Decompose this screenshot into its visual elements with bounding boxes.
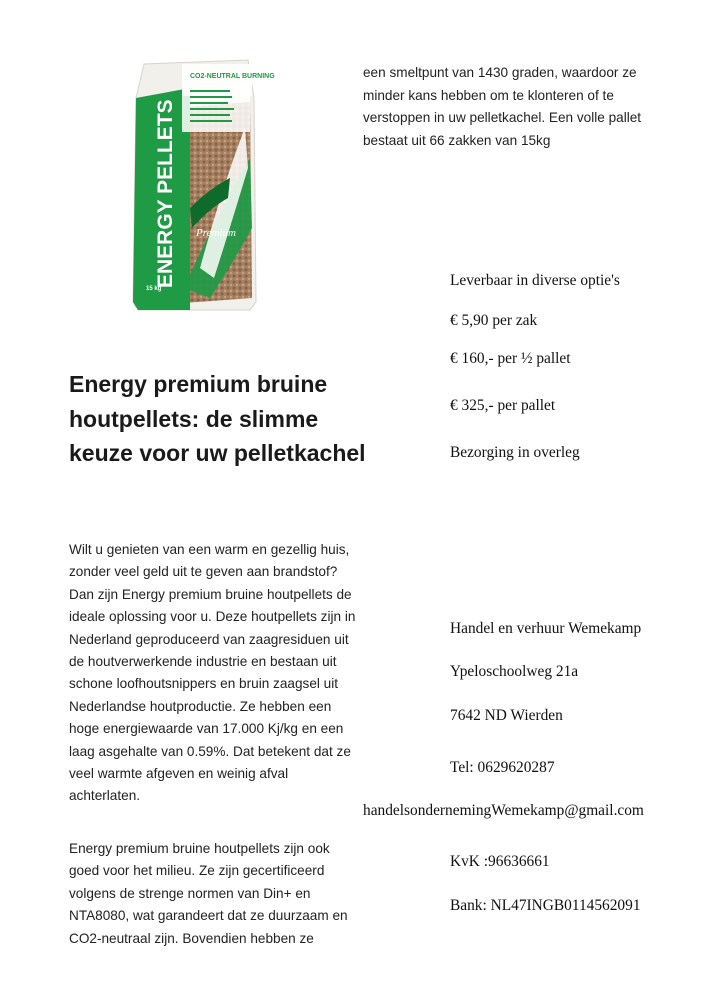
bag-weight-text: 15 kg [146,286,162,292]
price-half-pallet: € 160,- per ½ pallet [450,350,571,367]
availability-text: Leverbaar in diverse optie's [450,272,620,289]
bag-top-text: CO2-NEUTRAL BURNING [190,73,275,80]
bank-account: Bank: NL47INGB0114562091 [450,897,641,914]
page-title: Energy premium bruine houtpellets: de slimme keuze voor uw pelletkachel [69,371,366,466]
kvk-number: KvK :96636661 [450,853,550,870]
email-address: handelsondernemingWemekamp@gmail.com [363,802,644,819]
delivery-note: Bezorging in overleg [450,444,580,461]
body-paragraph-2: Energy premium bruine houtpellets zijn ook goed voor het milieu. Ze zijn gecertificeerd volgens de strenge normen van Din+ en NTA8080, wat garandeert dat ze duurzaam en CO2-neutraal zijn. Bovendien hebben ze [69,841,348,946]
body-paragraph-1: Wilt u genieten van een warm en gezellig huis, zonder veel geld uit te geven aan brandstof? Dan zijn Energy premium bruine houtpellets de ideale oplossing voor u. Deze houtpellets zijn in Nederland geproduceerd van zaagresiduen uit de houtverwerkende industrie en bestaan uit schone loofhoutsnippers en bruin zaagsel uit Nederlandse houtproductie. Ze hebben een hoge energiewaarde van 17.000 Kj/kg en een laag asgehalte van 0.59%. Dat betekent dat ze veel warmte afgeven en weinig afval achterlaten. [69,542,356,804]
address-street: Ypeloschoolweg 21a [450,663,579,680]
phone-number: Tel: 0629620287 [450,759,555,776]
bag-brand-text: ENERGY PELLETS [154,99,177,288]
address-city: 7642 ND Wierden [450,707,563,724]
intro-continuation: een smeltpunt van 1430 graden, waardoor ze minder kans hebben om te klonteren of te verstoppen in uw pelletkachel. Een volle pallet bestaat uit 66 zakken van 15kg [363,65,642,148]
product-bag-image [130,58,275,313]
bag-premium-text: Premium [196,227,236,239]
company-name: Handel en verhuur Wemekamp [450,620,642,637]
price-per-bag: € 5,90 per zak [450,312,538,329]
price-pallet: € 325,- per pallet [450,397,556,414]
